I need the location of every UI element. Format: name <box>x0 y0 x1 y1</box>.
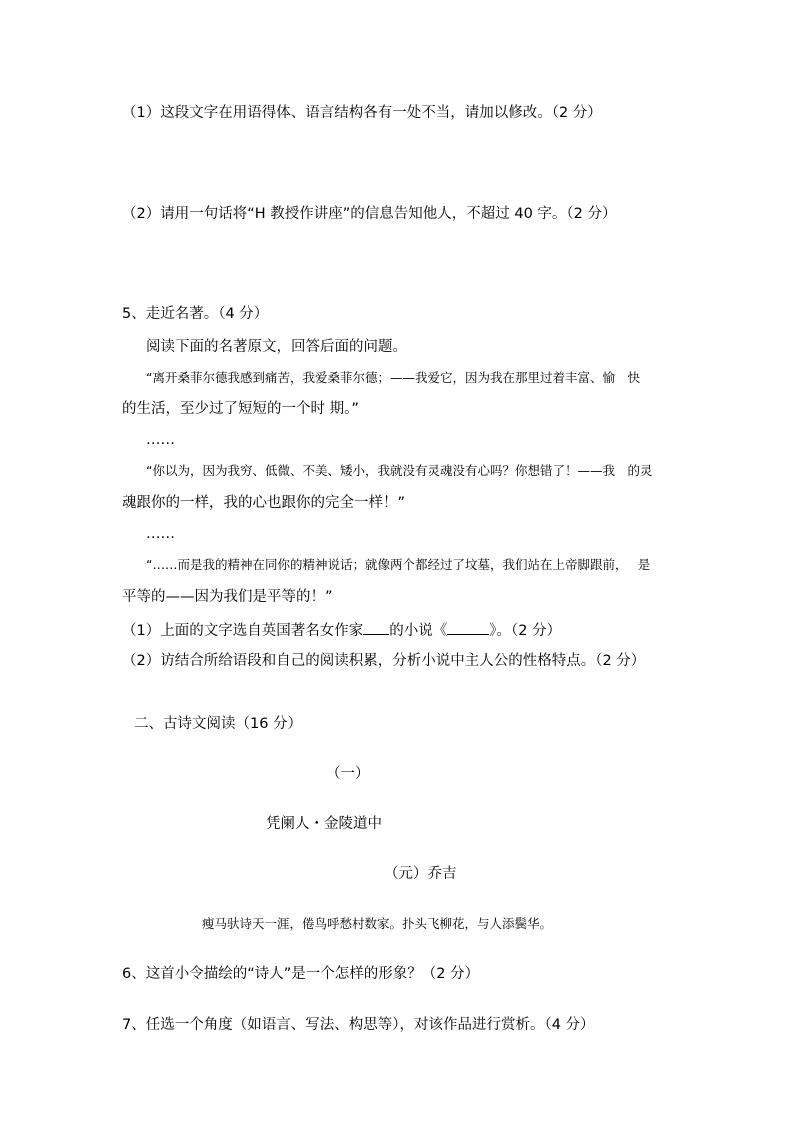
question-4-sub1: （1）这段文字在用语得体、语言结构各有一处不当，请加以修改。（2 分） <box>122 105 602 121</box>
passage-3-line-1: “……而是我的精神在同你的精神说话；就像两个都经过了坟墓，我们站在上帝脚跟前， 是 <box>146 557 651 572</box>
passage-2-line-2: 魂跟你的一样，我的心也跟你的完全一样！” <box>122 495 406 511</box>
question-4-sub2: （2）请用一句话将“H 教授作讲座”的信息告知他人，不超过 40 字。（2 分） <box>122 206 617 222</box>
question-5-sub1-text-c: 》。（2 分） <box>489 623 562 639</box>
passage-1-line-2: 的生活，至少过了短短的一个时 期。” <box>122 401 359 417</box>
passage-1-line-1: “离开桑菲尔德我感到痛苦，我爱桑菲尔德；——我爱它，因为我在那里过着丰富、愉 快 <box>146 370 640 385</box>
question-5-sub1-text-a: （1）上面的文字选自英国著名女作家 <box>122 623 364 639</box>
poem-part-label: （一） <box>326 766 370 782</box>
poem-body: 瘦马驮诗天一涯，倦鸟呼愁村数家。扑头飞柳花，与人添鬓华。 <box>202 916 553 931</box>
question-6: 6、这首小令描绘的“诗人”是一个怎样的形象？（2 分） <box>122 966 480 982</box>
author-blank <box>363 622 389 635</box>
section-2-title: 二、古诗文阅读（16 分） <box>134 716 303 732</box>
question-5-sub2: （2）访结合所给语段和自己的阅读积累，分析小说中主人公的性格特点。（2 分） <box>122 653 646 669</box>
poem-author: （元）乔吉 <box>384 866 457 882</box>
question-5-title: 5、走近名著。（4 分） <box>122 306 269 322</box>
ellipsis-2: …… <box>146 526 175 542</box>
question-5-intro: 阅读下面的名著原文，回答后面的问题。 <box>146 339 407 355</box>
passage-2-line-1: “你以为，因为我穷、低微、不美、矮小，我就没有灵魂没有心吗？你想错了！——我 的灵 <box>146 463 653 478</box>
ellipsis-1: …… <box>146 432 175 448</box>
novel-title-blank <box>447 622 489 635</box>
question-7: 7、任选一个角度（如语言、写法、构思等），对该作品进行赏析。（4 分） <box>122 1017 595 1033</box>
question-5-sub1-text-b: 的小说《 <box>389 623 448 639</box>
question-5-sub1 <box>122 622 561 639</box>
poem-title: 凭阑人・金陵道中 <box>266 816 382 832</box>
passage-3-line-2: 平等的——因为我们是平等的！” <box>122 589 333 605</box>
